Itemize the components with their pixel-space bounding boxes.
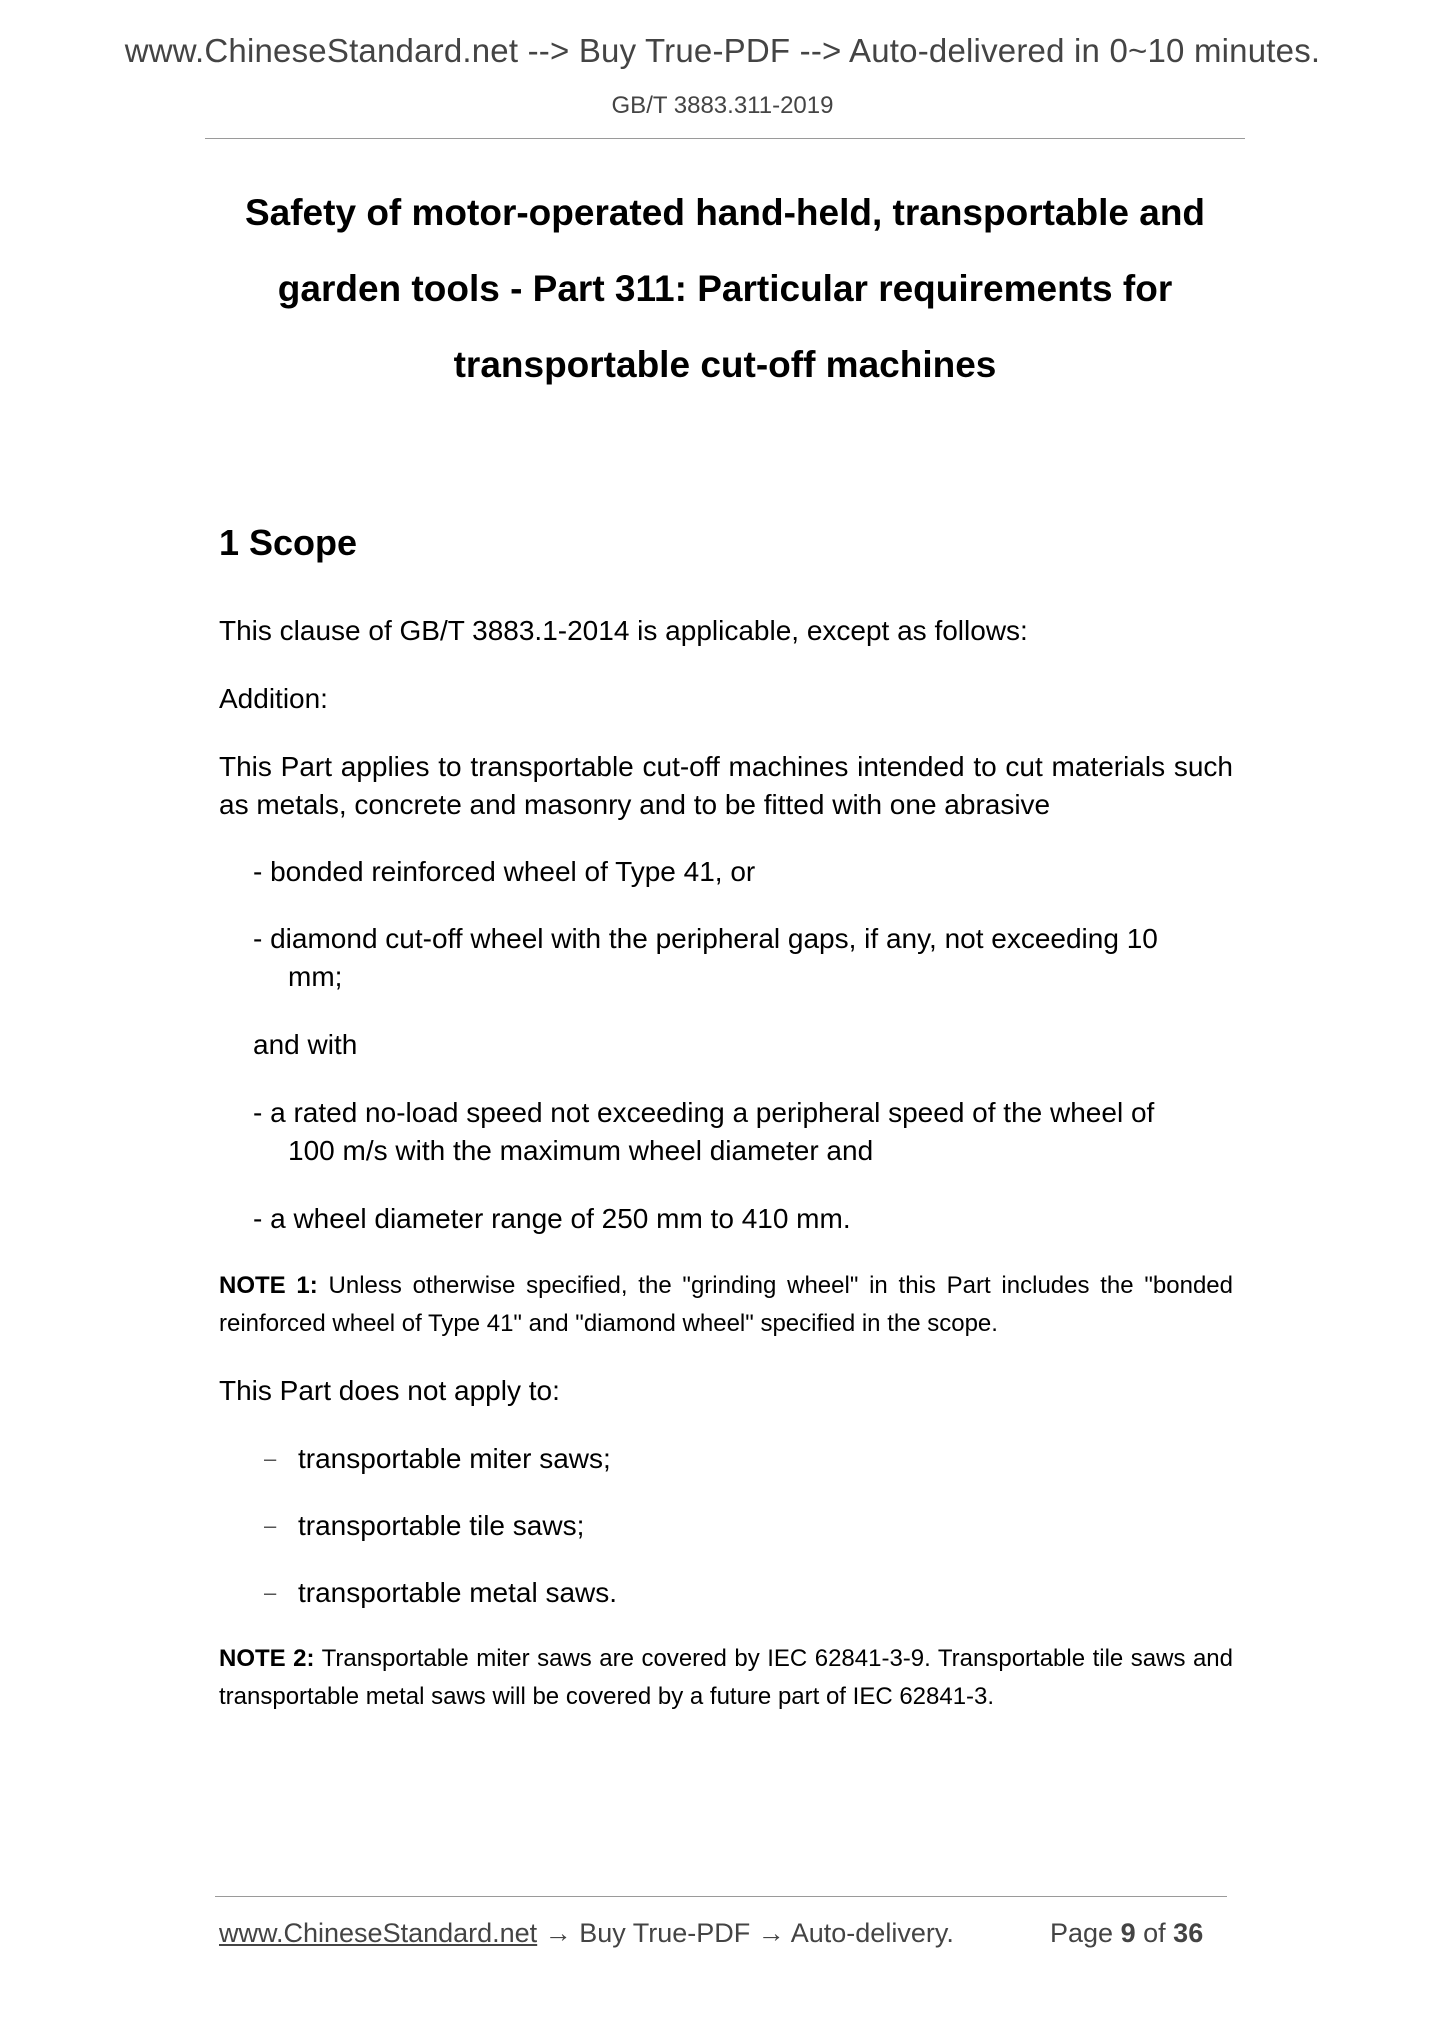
page-number: 9	[1120, 1918, 1136, 1948]
list-item-speed	[253, 1094, 1233, 1170]
page-indicator	[1050, 1918, 1203, 1949]
list-item-text: transportable miter saws;	[298, 1443, 611, 1474]
footer-delivery-text: Auto-delivery.	[784, 1918, 954, 1948]
title-line: transportable cut-off machines	[453, 344, 997, 385]
list-item-text: - a wheel diameter range of 250 mm to 410 mm.	[253, 1203, 851, 1234]
title-line: garden tools - Part 311: Particular requirements for	[277, 268, 1173, 309]
list-item-continuation: mm;	[288, 961, 343, 992]
list-item-speed	[253, 1200, 1233, 1238]
list-item-text: - diamond cut-off wheel with the peripheral gaps, if any, not exceeding 10	[253, 923, 1158, 954]
note-2	[219, 1640, 1233, 1716]
section-heading-scope: 1 Scope	[219, 522, 358, 563]
header-divider	[205, 138, 1245, 139]
list-item-text: transportable tile saws;	[298, 1510, 585, 1541]
note-1	[219, 1267, 1233, 1343]
arrow-right-icon: →	[544, 1918, 572, 1948]
paragraph-addition: Addition:	[219, 683, 328, 714]
list-item-wheel	[253, 920, 1233, 996]
list-item-exclusion	[264, 1440, 611, 1478]
dash-bullet-icon: –	[264, 1580, 277, 1605]
note-label: NOTE 1:	[219, 1272, 318, 1299]
list-item-exclusion	[264, 1574, 617, 1612]
total-pages: 36	[1173, 1918, 1204, 1948]
list-item-exclusion	[264, 1507, 584, 1545]
standard-code: GB/T 3883.311-2019	[611, 92, 834, 119]
footer-buy-text: Buy True-PDF	[571, 1918, 758, 1948]
paragraph-not-apply: This Part does not apply to:	[219, 1375, 560, 1406]
list-item-text: transportable metal saws.	[298, 1577, 618, 1608]
paragraph-applies: This Part applies to transportable cut-off machines intended to cut materials such as metals, concrete and masonry and to be fitted with one abrasive	[219, 751, 1233, 820]
list-item-wheel	[253, 853, 1233, 891]
note-text: Unless otherwise specified, the "grinding wheel" in this Part includes the "bonded reinforced wheel of Type 41" and "diamond wheel" specified in the scope.	[219, 1272, 1233, 1337]
list-item-continuation: 100 m/s with the maximum wheel diameter and	[288, 1135, 874, 1166]
footer-divider	[215, 1896, 1227, 1897]
dash-bullet-icon: –	[264, 1446, 277, 1471]
of-label: of	[1143, 1918, 1166, 1948]
paragraph-clause: This clause of GB/T 3883.1-2014 is applicable, except as follows:	[219, 615, 1028, 646]
dash-bullet-icon: –	[264, 1513, 277, 1538]
document-title	[205, 175, 1245, 403]
footer-promo	[219, 1918, 954, 1949]
footer-site-link[interactable]: www.ChineseStandard.net	[219, 1918, 538, 1948]
page-label: Page	[1050, 1918, 1114, 1948]
paragraph-and-with: and with	[253, 1029, 358, 1060]
site-banner: www.ChineseStandard.net --> Buy True-PDF --> Auto-delivered in 0~10 minutes.	[124, 32, 1321, 69]
list-item-text: - a rated no-load speed not exceeding a peripheral speed of the wheel of	[253, 1097, 1155, 1128]
note-label: NOTE 2:	[219, 1645, 315, 1672]
arrow-right-icon: →	[757, 1918, 785, 1948]
title-line: Safety of motor-operated hand-held, transportable and	[244, 192, 1206, 233]
note-text: Transportable miter saws are covered by IEC 62841-3-9. Transportable tile saws and transportable metal saws will be covered by a future part of IEC 62841-3.	[219, 1645, 1233, 1710]
list-item-text: - bonded reinforced wheel of Type 41, or	[253, 856, 756, 887]
